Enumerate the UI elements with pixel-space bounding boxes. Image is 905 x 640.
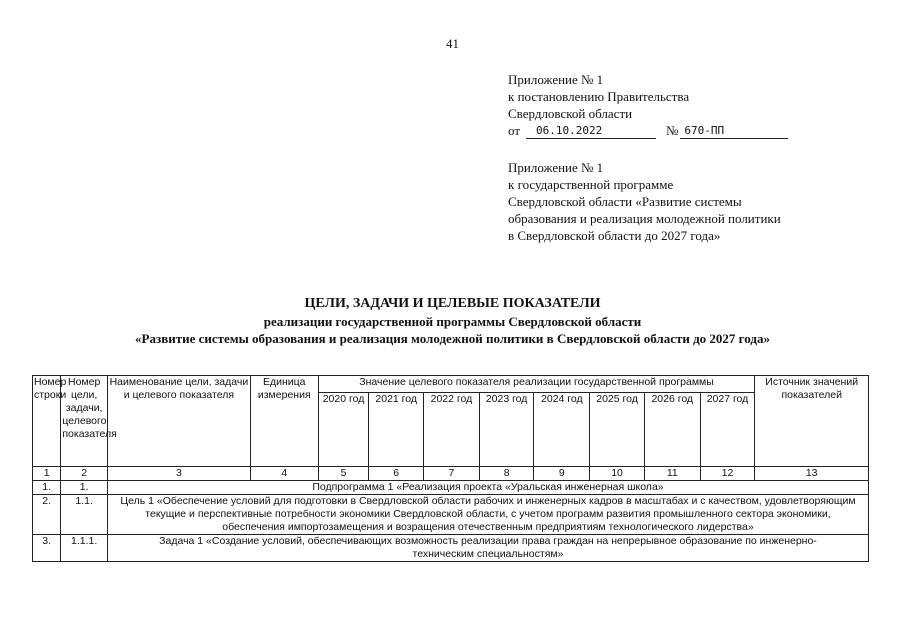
appendix-1-line-1: Приложение № 1 xyxy=(508,72,604,87)
header-name: Наименование цели, задачи и целевого показателя xyxy=(107,376,250,467)
goal-number-cell: 1.1.1. xyxy=(61,535,108,562)
header-row xyxy=(33,376,869,393)
title-subtitle-2: «Развитие системы образования и реализация молодежной политики в Свердловской области до 2027 года» xyxy=(135,331,770,346)
title-subtitle-1: реализации государственной программы Свердловской области xyxy=(263,314,642,329)
title-main: ЦЕЛИ, ЗАДАЧИ И ЦЕЛЕВЫЕ ПОКАЗАТЕЛИ xyxy=(304,296,601,311)
column-number: 5 xyxy=(318,467,369,481)
header-goal-number: Номер цели, задачи, целевого показателя xyxy=(61,376,108,467)
decree-date: 06.10.2022 xyxy=(526,124,656,139)
header-unit: Единица измерения xyxy=(250,376,318,467)
header-year: 2027 год xyxy=(700,393,755,467)
column-number: 9 xyxy=(534,467,590,481)
header-value-group: Значение целевого показателя реализации государственной программы xyxy=(318,376,755,393)
column-number: 6 xyxy=(369,467,424,481)
task-cell: Задача 1 «Создание условий, обеспечивающих возможность реализации права граждан на непрерывное образование по инженерно-техническим специальностям» xyxy=(107,535,868,562)
column-number: 1 xyxy=(33,467,61,481)
page-number: 41 xyxy=(446,36,459,51)
column-number: 7 xyxy=(424,467,480,481)
appendix-2-line-4: образования и реализация молодежной политики xyxy=(508,211,781,226)
header-year: 2023 год xyxy=(479,393,534,467)
column-number: 13 xyxy=(755,467,869,481)
appendix-2-line-5: в Свердловской области до 2027 года» xyxy=(508,228,721,243)
appendix-2-line-1: Приложение № 1 xyxy=(508,160,604,175)
registration-line xyxy=(508,122,788,139)
subprogram-cell: Подпрограмма 1 «Реализация проекта «Уральская инженерная школа» xyxy=(107,481,868,495)
column-number: 8 xyxy=(479,467,534,481)
column-number: 4 xyxy=(250,467,318,481)
header-year: 2026 год xyxy=(644,393,700,467)
row-number-cell: 3. xyxy=(33,535,61,562)
date-prefix: от xyxy=(508,123,521,138)
column-number: 2 xyxy=(61,467,108,481)
header-year: 2021 год xyxy=(369,393,424,467)
decree-number: 670-ПП xyxy=(680,124,788,139)
header-year: 2024 год xyxy=(534,393,590,467)
appendix-2-block xyxy=(508,159,781,244)
header-year: 2020 год xyxy=(318,393,369,467)
header-year: 2022 год xyxy=(424,393,480,467)
column-number: 3 xyxy=(107,467,250,481)
goal-cell: Цель 1 «Обеспечение условий для подготовки в Свердловской области рабочих и инженерных кадров в масштабах и с качеством, удовлетворяющим текущие и перспективные потребности экономики Свердловской области, с учетом программ развития промышленного сектора экономики, обеспечения импортозамещения и возращения отечественным предприятиям технологического лидерства» xyxy=(107,495,868,535)
goal-number-cell: 1. xyxy=(61,481,108,495)
header-year: 2025 год xyxy=(590,393,645,467)
appendix-2-line-3: Свердловской области «Развитие системы xyxy=(508,194,742,209)
goal-number-cell: 1.1. xyxy=(61,495,108,535)
table-row xyxy=(33,535,869,562)
row-number-cell: 2. xyxy=(33,495,61,535)
appendix-1-line-2: к постановлению Правительства xyxy=(508,89,690,104)
number-sign: № xyxy=(666,123,679,138)
document-title xyxy=(0,294,905,347)
table-row xyxy=(33,481,869,495)
column-number: 10 xyxy=(590,467,645,481)
row-number-cell: 1. xyxy=(33,481,61,495)
column-number-row xyxy=(33,467,869,481)
appendix-2-line-2: к государственной программе xyxy=(508,177,674,192)
column-number: 11 xyxy=(644,467,700,481)
table-row xyxy=(33,495,869,535)
appendix-1-line-3: Свердловской области xyxy=(508,106,633,121)
header-row-number: Номер строки xyxy=(33,376,61,467)
appendix-1-block xyxy=(508,71,788,139)
header-source: Источник значений показателей xyxy=(755,376,869,467)
column-number: 12 xyxy=(700,467,755,481)
indicators-table xyxy=(32,375,869,562)
